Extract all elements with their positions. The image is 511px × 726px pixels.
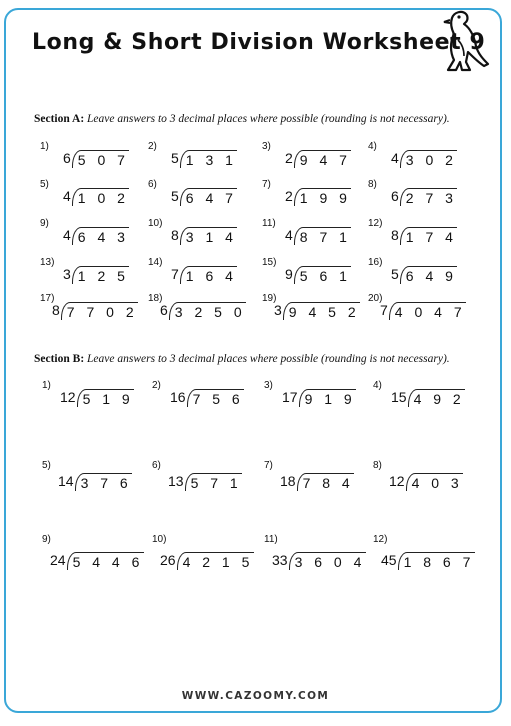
dividend: 5 4 4 6 bbox=[67, 552, 144, 570]
dividend: 1 2 5 bbox=[72, 266, 130, 284]
section-b-label: Section B: bbox=[34, 353, 85, 365]
division-bracket bbox=[160, 302, 246, 320]
divisor: 8 bbox=[171, 227, 179, 243]
dividend: 9 1 9 bbox=[299, 389, 357, 407]
divisor: 4 bbox=[391, 150, 399, 166]
problem-number: 6) bbox=[148, 179, 157, 190]
problem-number: 6) bbox=[152, 460, 161, 471]
problem-number: 9) bbox=[40, 218, 49, 229]
division-bracket bbox=[171, 227, 237, 245]
problem-number: 2) bbox=[152, 380, 161, 391]
section-a-label: Section A: bbox=[34, 113, 85, 125]
division-bracket bbox=[280, 473, 354, 491]
section-a-instruction: Leave answers to 3 decimal places where possible (rounding is not necessary). bbox=[87, 113, 450, 125]
problem-number: 4) bbox=[373, 380, 382, 391]
division-bracket bbox=[285, 188, 351, 206]
section-b-instruction: Leave answers to 3 decimal places where possible (rounding is not necessary). bbox=[87, 353, 450, 365]
division-bracket bbox=[171, 266, 237, 284]
dividend: 3 2 5 0 bbox=[169, 302, 246, 320]
worksheet-title: Long & Short Division Worksheet 9 bbox=[32, 30, 486, 55]
dividend: 7 8 4 bbox=[297, 473, 355, 491]
divisor: 24 bbox=[50, 552, 66, 568]
divisor: 5 bbox=[391, 266, 399, 282]
division-bracket bbox=[380, 302, 466, 320]
division-bracket bbox=[63, 150, 129, 168]
division-bracket bbox=[285, 266, 351, 284]
problem-number: 10) bbox=[148, 218, 163, 229]
division-bracket bbox=[58, 473, 132, 491]
dividend: 3 6 0 4 bbox=[289, 552, 366, 570]
problem-number: 1) bbox=[40, 141, 49, 152]
division-bracket bbox=[391, 266, 457, 284]
dividend: 6 4 3 bbox=[72, 227, 130, 245]
divisor: 3 bbox=[63, 266, 71, 282]
divisor: 13 bbox=[168, 473, 184, 489]
divisor: 9 bbox=[285, 266, 293, 282]
divisor: 45 bbox=[381, 552, 397, 568]
problem-number: 11) bbox=[264, 534, 278, 545]
dividend: 5 6 1 bbox=[294, 266, 352, 284]
divisor: 5 bbox=[171, 150, 179, 166]
dividend: 3 7 6 bbox=[75, 473, 133, 491]
problem-number: 13) bbox=[40, 257, 55, 268]
division-bracket bbox=[50, 552, 144, 570]
divisor: 2 bbox=[285, 188, 293, 204]
division-bracket bbox=[63, 227, 129, 245]
problem-number: 17) bbox=[40, 293, 55, 304]
division-bracket bbox=[282, 389, 356, 407]
problem-number: 7) bbox=[262, 179, 271, 190]
dividend: 4 9 2 bbox=[408, 389, 466, 407]
division-bracket bbox=[391, 188, 457, 206]
division-bracket bbox=[171, 150, 237, 168]
dividend: 7 5 6 bbox=[187, 389, 245, 407]
problem-number: 7) bbox=[264, 460, 273, 471]
divisor: 8 bbox=[391, 227, 399, 243]
dividend: 3 0 2 bbox=[400, 150, 458, 168]
division-bracket bbox=[60, 389, 134, 407]
problem-number: 16) bbox=[368, 257, 383, 268]
divisor: 6 bbox=[160, 302, 168, 318]
dividend: 1 3 1 bbox=[180, 150, 238, 168]
divisor: 5 bbox=[171, 188, 179, 204]
footer-website: WWW.CAZOOMY.COM bbox=[181, 690, 330, 702]
problem-number: 12) bbox=[373, 534, 388, 545]
dividend: 3 1 4 bbox=[180, 227, 238, 245]
divisor: 12 bbox=[60, 389, 76, 405]
divisor: 6 bbox=[391, 188, 399, 204]
dividend: 4 2 1 5 bbox=[177, 552, 254, 570]
divisor: 16 bbox=[170, 389, 186, 405]
problem-number: 12) bbox=[368, 218, 383, 229]
dividend: 2 7 3 bbox=[400, 188, 458, 206]
problem-number: 15) bbox=[262, 257, 277, 268]
dividend: 1 9 9 bbox=[294, 188, 352, 206]
divisor: 12 bbox=[389, 473, 405, 489]
divisor: 26 bbox=[160, 552, 176, 568]
problem-number: 8) bbox=[373, 460, 382, 471]
problem-number: 11) bbox=[262, 218, 276, 229]
division-bracket bbox=[391, 150, 457, 168]
division-bracket bbox=[160, 552, 254, 570]
dividend: 9 4 7 bbox=[294, 150, 352, 168]
division-bracket bbox=[52, 302, 138, 320]
problem-number: 4) bbox=[368, 141, 377, 152]
problem-number: 10) bbox=[152, 534, 167, 545]
dividend: 4 0 3 bbox=[406, 473, 464, 491]
divisor: 7 bbox=[380, 302, 388, 318]
divisor: 7 bbox=[171, 266, 179, 282]
problem-number: 3) bbox=[262, 141, 271, 152]
dividend: 6 4 9 bbox=[400, 266, 458, 284]
dividend: 1 6 4 bbox=[180, 266, 238, 284]
division-bracket bbox=[285, 150, 351, 168]
divisor: 33 bbox=[272, 552, 288, 568]
dividend: 8 7 1 bbox=[294, 227, 352, 245]
dividend: 1 8 6 7 bbox=[398, 552, 475, 570]
egyptian-bird-hieroglyph-icon bbox=[440, 6, 494, 78]
divisor: 15 bbox=[391, 389, 407, 405]
dividend: 6 4 7 bbox=[180, 188, 238, 206]
problem-number: 5) bbox=[40, 179, 49, 190]
problem-number: 5) bbox=[42, 460, 51, 471]
dividend: 7 7 0 2 bbox=[61, 302, 138, 320]
divisor: 18 bbox=[280, 473, 296, 489]
division-bracket bbox=[63, 266, 129, 284]
division-bracket bbox=[391, 227, 457, 245]
problem-number: 2) bbox=[148, 141, 157, 152]
divisor: 8 bbox=[52, 302, 60, 318]
problem-number: 9) bbox=[42, 534, 51, 545]
divisor: 2 bbox=[285, 150, 293, 166]
divisor: 4 bbox=[63, 227, 71, 243]
divisor: 4 bbox=[285, 227, 293, 243]
division-bracket bbox=[171, 188, 237, 206]
divisor: 17 bbox=[282, 389, 298, 405]
division-bracket bbox=[389, 473, 463, 491]
section-a-heading bbox=[34, 113, 450, 125]
dividend: 5 1 9 bbox=[77, 389, 135, 407]
division-bracket bbox=[63, 188, 129, 206]
division-bracket bbox=[170, 389, 244, 407]
problem-number: 19) bbox=[262, 293, 277, 304]
dividend: 1 7 4 bbox=[400, 227, 458, 245]
problem-number: 3) bbox=[264, 380, 273, 391]
division-bracket bbox=[381, 552, 475, 570]
problem-number: 20) bbox=[368, 293, 383, 304]
problem-number: 18) bbox=[148, 293, 163, 304]
dividend: 4 0 4 7 bbox=[389, 302, 466, 320]
divisor: 14 bbox=[58, 473, 74, 489]
section-b-heading bbox=[34, 353, 450, 365]
problem-number: 14) bbox=[148, 257, 163, 268]
problem-number: 8) bbox=[368, 179, 377, 190]
dividend: 1 0 2 bbox=[72, 188, 130, 206]
problem-number: 1) bbox=[42, 380, 51, 391]
divisor: 3 bbox=[274, 302, 282, 318]
dividend: 5 0 7 bbox=[72, 150, 130, 168]
dividend: 9 4 5 2 bbox=[283, 302, 360, 320]
division-bracket bbox=[168, 473, 242, 491]
division-bracket bbox=[274, 302, 360, 320]
dividend: 5 7 1 bbox=[185, 473, 243, 491]
division-bracket bbox=[272, 552, 366, 570]
division-bracket bbox=[391, 389, 465, 407]
divisor: 4 bbox=[63, 188, 71, 204]
divisor: 6 bbox=[63, 150, 71, 166]
division-bracket bbox=[285, 227, 351, 245]
